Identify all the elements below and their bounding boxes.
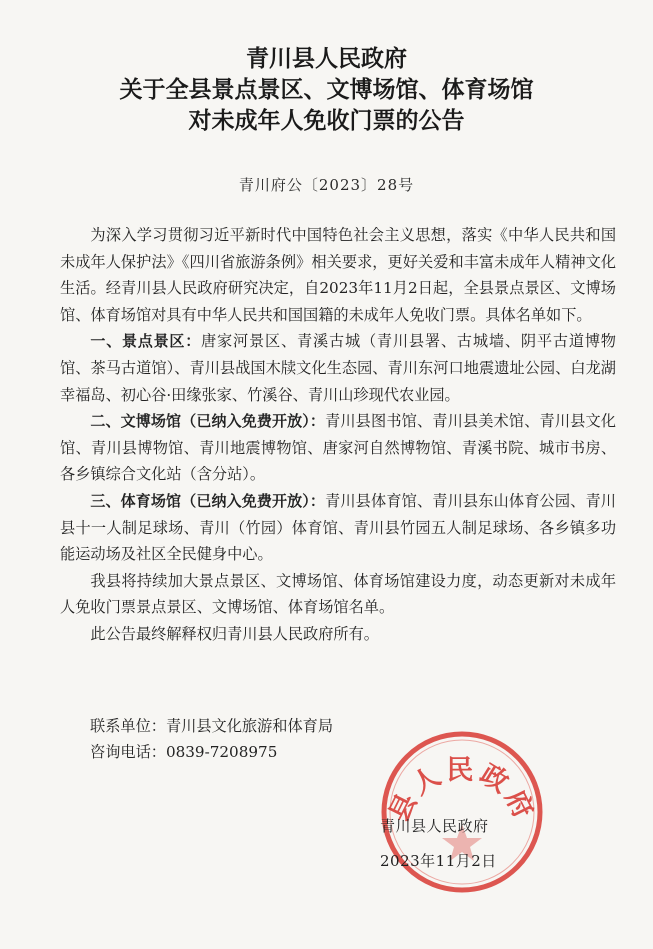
intro-paragraph: 为深入学习贯彻习近平新时代中国特色社会主义思想，落实《中华人民共和国未成年人保护法》《四川省旅游条例》相关要求，更好关爱和丰富未成年人精神文化生活。经青川县人民政府研究决定，自2023年11月2日起，全县景点景区、文博场馆、体育场馆对具有中华人民共和国国籍的未成年人免收门票。具体名单如下。 bbox=[60, 226, 616, 324]
title-line-1: 青川县人民政府 bbox=[246, 46, 407, 72]
section-museums-heading: 二、文博场馆（已纳入免费开放）： bbox=[90, 412, 326, 431]
document-body bbox=[60, 222, 616, 648]
seal-text: 县人民政府 bbox=[383, 754, 541, 827]
issue-date: 2023年11月2日 bbox=[380, 852, 497, 870]
closing-paragraph: 我县将持续加大景点景区、文博场馆、体育场馆建设力度，动态更新对未成年人免收门票景点景区、文博场馆、体育场馆名单。 bbox=[60, 571, 616, 617]
document-title bbox=[0, 44, 653, 137]
section-scenic-heading: 一、景点景区： bbox=[90, 332, 202, 351]
section-museums bbox=[60, 408, 616, 488]
document-number: 青川府公〔2023〕28号 bbox=[238, 176, 415, 194]
section-scenic-content: 唐家河景区、青溪古城（青川县署、古城墙、阴平古道博物馆、茶马古道馆）、青川县战国木牍文化生态园、青川东河口地震遗址公园、白龙湖幸福岛、初心谷·田缘张家、竹溪谷、青川山珍现代农业园。 bbox=[60, 332, 616, 404]
issuer-name: 青川县人民政府 bbox=[380, 817, 489, 835]
contact-unit-value: 青川县文化旅游和体育局 bbox=[165, 717, 333, 735]
signature-block bbox=[380, 815, 550, 871]
section-museums-content: 青川县图书馆、青川县美术馆、青川县文化馆、青川县博物馆、青川地震博物馆、唐家河自然博物馆、青溪书院、城市书房、各乡镇综合文化站（含分站）。 bbox=[60, 412, 616, 484]
contact-phone-label: 咨询电话： bbox=[90, 743, 166, 761]
section-sports bbox=[60, 488, 616, 568]
title-line-2: 关于全县景点景区、文博场馆、体育场馆 bbox=[119, 77, 534, 103]
section-scenic bbox=[60, 328, 616, 408]
section-sports-content: 青川县体育馆、青川县东山体育公园、青川县十一人制足球场、青川（竹园）体育馆、青川县竹园五人制足球场、各乡镇多功能运动场及社区全民健身中心。 bbox=[60, 491, 616, 564]
section-sports-heading: 三、体育场馆（已纳入免费开放）： bbox=[90, 491, 326, 510]
interpretation-paragraph: 此公告最终解释权归青川县人民政府所有。 bbox=[90, 624, 379, 643]
contact-unit bbox=[90, 715, 333, 736]
contact-unit-label: 联系单位： bbox=[90, 717, 166, 735]
contact-phone bbox=[90, 741, 277, 762]
contact-phone-value: 0839-7208975 bbox=[165, 743, 278, 761]
title-line-3: 对未成年人免收门票的公告 bbox=[188, 108, 465, 134]
